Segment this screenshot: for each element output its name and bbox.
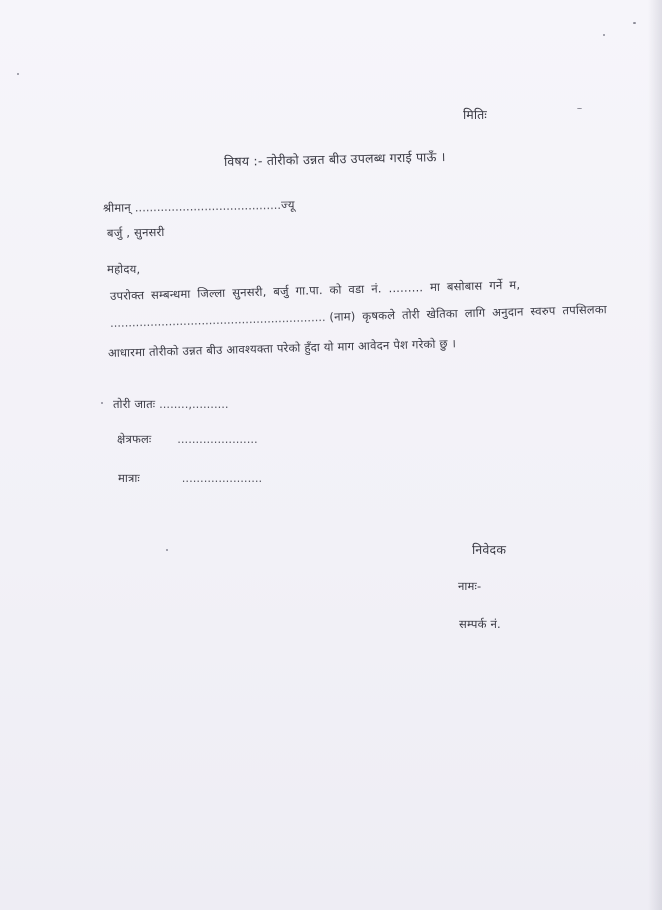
field-variety (113, 397, 229, 412)
body-line-1: उपरोक्त सम्बन्धमा जिल्ला सुनसरी, बर्जु गा.पा. को वडा नं. ......... मा बसोबास गर्ने म, (109, 277, 521, 303)
field-variety-blank: ........,.......... (159, 397, 229, 411)
body-line-2 (110, 302, 607, 331)
body-line-2-text: (नाम) कृषकले तोरी खेतिका लागि अनुदान स्वरुप तपसिलका (329, 302, 608, 324)
scan-speck (577, 108, 582, 109)
field-quantity (118, 471, 262, 486)
paper-edge-shadow (648, 0, 662, 910)
addressee-blank: ........................................ (134, 197, 282, 215)
scan-speck (603, 34, 605, 36)
date-label: मितिः (463, 107, 488, 122)
field-area-blank: ...................... (177, 432, 258, 446)
subject-line: विषय :- तोरीको उन्नत बीउ उपलब्ध गराई पाऊँ । (223, 148, 446, 169)
scan-speck (633, 22, 636, 24)
field-quantity-blank: ...................... (181, 471, 263, 485)
scan-speck (101, 402, 103, 404)
scan-speck (166, 549, 168, 551)
addressee-address: बर्जु , सुनसरी (106, 224, 165, 240)
scan-speck (17, 73, 19, 75)
signature-title: निवेदक (472, 542, 507, 557)
body-line-3: आधारमा तोरीको उन्नत बीउ आवश्यक्ता परेको हुँदा यो माग आवेदन पेश गरेको छु । (107, 336, 457, 360)
addressee-prefix: श्रीमान् (102, 200, 132, 215)
addressee-line (103, 198, 295, 216)
signature-name-label: नामः- (458, 579, 482, 593)
field-area-label: क्षेत्रफलः (117, 432, 152, 446)
signature-contact-label: सम्पर्क नं. (459, 617, 501, 631)
field-quantity-label: मात्राः (118, 471, 140, 485)
body-name-blank: ........................................................... (109, 309, 326, 330)
field-variety-label: तोरी जातः (113, 397, 156, 411)
field-area (117, 432, 258, 447)
salutation: महोदय, (107, 262, 141, 276)
addressee-suffix: ज्यू (280, 197, 295, 212)
